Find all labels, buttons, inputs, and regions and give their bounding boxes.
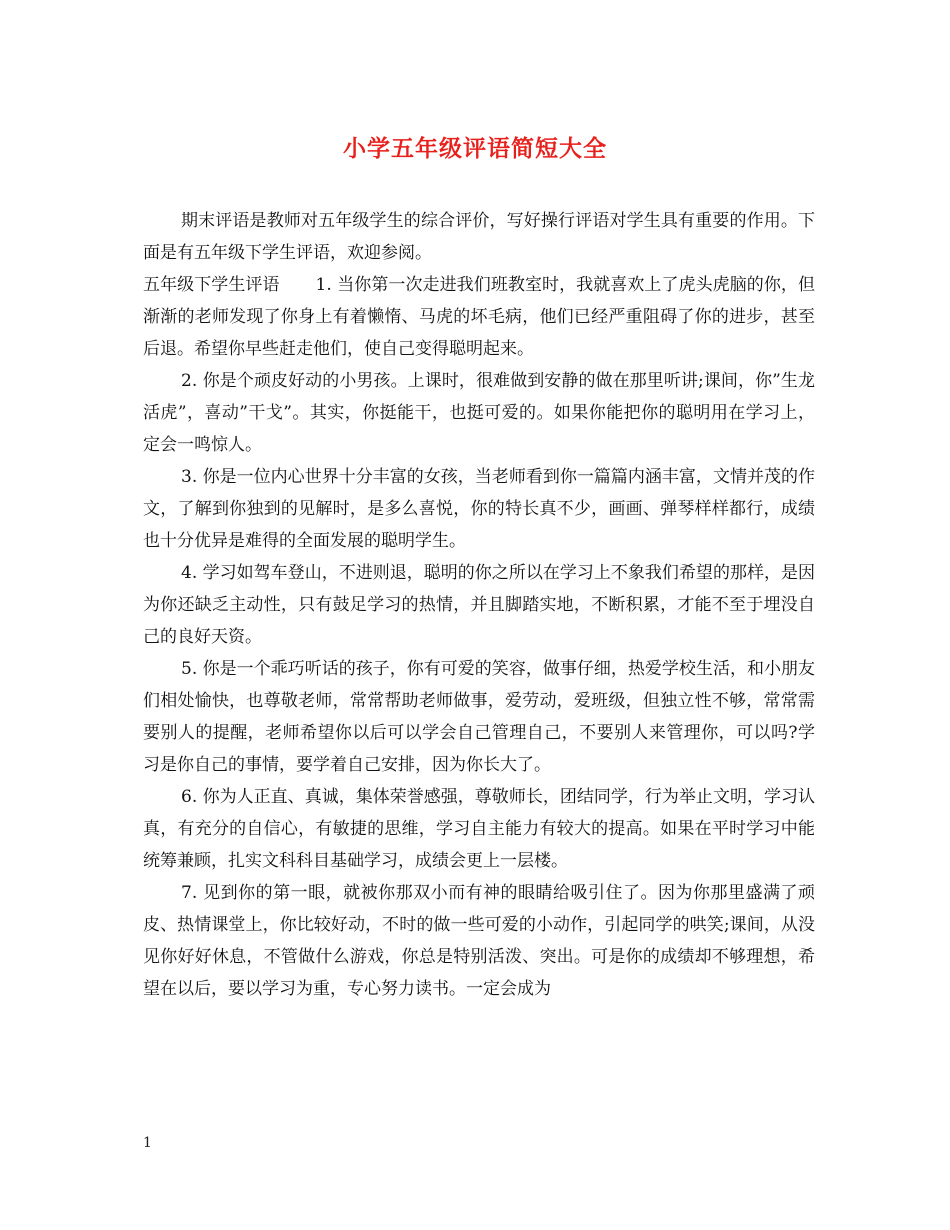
page-number: 1 (143, 1135, 152, 1151)
comment-item-3: 3. 你是一位内心世界十分丰富的女孩，当老师看到你一篇篇内涵丰富，文情并茂的作文，了解到你独到的见解时，是多么喜悦，你的特长真不少，画画、弹琴样样都行，成绩也十分优异是难得的全面发展的聪明学生。 (143, 467, 815, 551)
comment-item-2: 2. 你是个顽皮好动的小男孩。上课时，很难做到安静的做在那里听讲;课间，你”生龙活虎”，喜动”干戈”。其实，你挺能干，也挺可爱的。如果你能把你的聪明用在学习上，定会一鸣惊人。 (143, 371, 815, 455)
comment-text-1: 1. 当你第一次走进我们班教室时，我就喜欢上了虎头虎脑的你，但渐渐的老师发现了你身上有着懒惰、马虎的坏毛病，他们已经严重阻碍了你的进步，甚至后退。希望你早些赶走他们，使自己变得聪明起来。 (143, 275, 816, 359)
intro-paragraph: 期末评语是教师对五年级学生的综合评价，写好操行评语对学生具有重要的作用。下面是有五年级下学生评语，欢迎参阅。 (143, 211, 815, 263)
comment-item-6: 6. 你为人正直、真诚，集体荣誉感强，尊敬师长，团结同学，行为举止文明，学习认真，有充分的自信心，有敏捷的思维，学习自主能力有较大的提高。如果在平时学习中能统筹兼顾，扎实文科科目基础学习，成绩会更上一层楼。 (143, 787, 815, 871)
comment-item-1 (143, 269, 815, 365)
comment-item-7: 7. 见到你的第一眼，就被你那双小而有神的眼睛给吸引住了。因为你那里盛满了顽皮、热情课堂上，你比较好动，不时的做一些可爱的小动作，引起同学的哄笑;课间，从没见你好好休息，不管做什么游戏，你总是特别活泼、突出。可是你的成绩却不够理想，希望在以后，要以学习为重，专心努力读书。一定会成为 (143, 883, 815, 999)
document-title: 小学五年级评语简短大全 (343, 135, 607, 162)
section-label: 五年级下学生评语 (143, 275, 280, 295)
document-body (143, 205, 815, 1005)
comment-item-5: 5. 你是一个乖巧听话的孩子，你有可爱的笑容，做事仔细，热爱学校生活，和小朋友们相处愉快，也尊敬老师，常常帮助老师做事，爱劳动，爱班级，但独立性不够，常常需要别人的提醒，老师希望你以后可以学会自己管理自己，不要别人来管理你，可以吗?学习是你自己的事情，要学着自己安排，因为你长大了。 (143, 659, 815, 775)
comment-item-4: 4. 学习如驾车登山，不进则退，聪明的你之所以在学习上不象我们希望的那样，是因为你还缺乏主动性，只有鼓足学习的热情，并且脚踏实地，不断积累，才能不至于埋没自己的良好天资。 (143, 563, 815, 647)
